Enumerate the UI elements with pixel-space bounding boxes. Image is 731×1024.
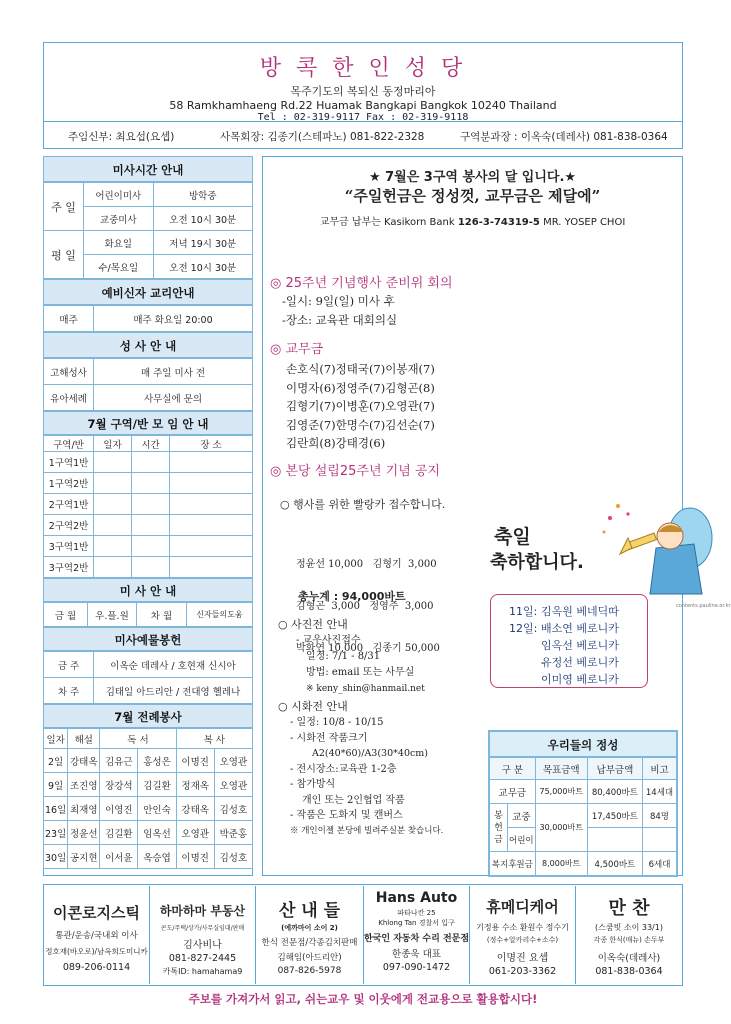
- mass-service-table: [43, 651, 253, 704]
- catechumen-label: 매주: [44, 306, 94, 332]
- donation-total: 총누계 : 94,000바트: [298, 590, 406, 603]
- header-box: [43, 42, 683, 122]
- sacrament-label: 유아세례: [44, 385, 94, 411]
- council-info: 사목회장: 김종기(스테파노) 081-822-2328: [220, 131, 425, 143]
- ad-line: 파타나칸 25: [397, 909, 436, 917]
- meeting-place: -장소: 교육관 대회의실: [282, 313, 398, 327]
- feast-name: 김옥원 베네딕따: [541, 605, 619, 618]
- page-title: 방 콕 한 인 성 당: [259, 56, 467, 81]
- feast-title-2: 축하합니다.: [490, 552, 584, 573]
- mass-time: 저녁 19시 30분: [153, 231, 252, 255]
- service-value: 김태일 아드리안 / 전대영 헬레나: [94, 678, 253, 704]
- ad-name: 산 내 들: [278, 901, 341, 921]
- col-header: 구 분: [490, 758, 536, 780]
- ad-line: 통관/운송/국내외 이사: [55, 931, 138, 941]
- ad-name: 이콘로지스틱: [53, 904, 140, 922]
- ad-line: (스쿰빗 소이 33/1): [595, 923, 663, 932]
- feast-entry-row: [509, 637, 619, 654]
- poem-line: A2(40*60)/A3(30*40cm): [312, 748, 429, 759]
- feast-entry: [509, 603, 619, 688]
- col-header: 복 사: [176, 729, 252, 749]
- offering-build-paid: 17,450바트: [587, 804, 642, 828]
- service-value: 이옥순 데레사 / 호현재 신시아: [94, 652, 253, 678]
- col-header: 독 서: [100, 729, 176, 749]
- district-meetings-title: 7월 구역/반 모 임 안 내: [43, 411, 253, 435]
- bread-note: ○ 행사를 위한 빨랑카 접수합니다.: [280, 498, 446, 511]
- feast-title-1: 축일: [494, 526, 531, 548]
- altar-cell: 오영관: [214, 773, 252, 797]
- altar-cell: 조진영: [68, 773, 100, 797]
- mass-times-table: [43, 182, 253, 279]
- donation-line: 박화연 10,000 김종기 50,000: [296, 643, 440, 654]
- poem-line: ※ 개인이젤 본당에 빌려주실분 찾습니다.: [290, 825, 444, 836]
- ad-line: (정수+알카리수+소수): [486, 936, 559, 944]
- ad-line: Khlong Tan 경찰서 입구: [378, 919, 455, 927]
- altar-cell: 안인숙: [138, 797, 176, 821]
- feast-entry-row: [509, 603, 619, 620]
- col-header: 일자: [94, 436, 132, 452]
- altar-cell: 공지현: [68, 845, 100, 869]
- district-row-label: 2구역2반: [44, 515, 94, 536]
- altar-cell: 정재옥: [176, 773, 214, 797]
- district-row-label: 3구역2반: [44, 557, 94, 578]
- district-row-label: 1구역1반: [44, 452, 94, 473]
- offering-build-sub: 어린이: [508, 828, 536, 852]
- offering-build-note: 84명: [643, 804, 677, 828]
- altar-cell: 16일: [44, 797, 68, 821]
- account-holder: MR. YOSEP CHOI: [543, 217, 626, 228]
- mass-time: 방학중: [153, 183, 252, 207]
- altar-cell: 박준홍: [214, 821, 252, 845]
- sunday-label: 주 일: [44, 183, 84, 231]
- altar-cell: 정윤선: [68, 821, 100, 845]
- altar-cell: 임옥선: [138, 821, 176, 845]
- weekday-label: 평 일: [44, 231, 84, 279]
- dues-line: 김란희(8)강태경(6): [286, 436, 386, 450]
- col-header: 일자: [44, 729, 68, 749]
- payment-info: [262, 213, 683, 228]
- mass-info-right-value: 신자들의도움: [186, 603, 252, 627]
- district-info: 구역분과장 : 이옥숙(데레사) 081-838-0364: [460, 131, 668, 143]
- ad-name: 하마하마 부동산: [159, 904, 246, 918]
- mass-name: 화요일: [84, 231, 154, 255]
- anniversary-title: ◎ 본당 설립25주년 기념 공지: [270, 464, 440, 479]
- photo-line: 방법: email 또는 사무실: [306, 667, 415, 678]
- ad-line: 한식 전문점/각종김치판매: [261, 938, 358, 948]
- col-header: 비고: [643, 758, 677, 780]
- angel-illustration: [598, 498, 718, 602]
- staff-bar: [43, 121, 683, 149]
- image-credit: contents.pauline.or.kr: [676, 603, 731, 609]
- ad-line: 김해임(아드리안): [277, 953, 342, 963]
- address: 58 Ramkhamhaeng Rd.22 Huamak Bangkapi Bangkok 10240 Thailand: [169, 99, 557, 112]
- col-header: 납부금액: [587, 758, 642, 780]
- feast-name: 이미영 베로니카: [541, 673, 619, 686]
- poem-line: - 일정: 10/8 - 10/15: [290, 717, 384, 728]
- dues-line: 손호식(7)정태국(7)이봉재(7): [286, 362, 435, 376]
- catechumen-value: 매주 화요일 20:00: [94, 306, 253, 332]
- ad-line: 081-838-0364: [595, 966, 663, 977]
- ad-line: 061-203-3362: [488, 966, 557, 977]
- altar-cell: 2일: [44, 749, 68, 773]
- feast-entry-row: [509, 620, 619, 637]
- offering-cell: 4,500바트: [587, 852, 642, 876]
- col-header: 해설: [68, 729, 100, 749]
- mass-time: 오전 10시 30분: [153, 207, 252, 231]
- poem-line: - 작품은 도화지 및 캔버스: [290, 810, 403, 821]
- altar-service-table: [43, 728, 253, 869]
- dues-line: 김형기(7)이병훈(7)오영관(7): [286, 399, 435, 413]
- altar-cell: 9일: [44, 773, 68, 797]
- altar-cell: 30일: [44, 845, 68, 869]
- ad-line: 한국인 자동차 수리 전문점: [364, 934, 470, 944]
- altar-cell: 이명진: [176, 749, 214, 773]
- feast-name: 배소연 베로니카: [541, 622, 619, 635]
- mass-service-title: 미사예물봉헌: [43, 627, 253, 651]
- altar-service-title: 7월 전례봉사: [43, 704, 253, 728]
- ad-humedicare: [470, 886, 576, 984]
- district-row-label: 3구역1반: [44, 536, 94, 557]
- offerings-table: [489, 757, 677, 876]
- poem-line: - 시화전 작품크기: [290, 732, 368, 744]
- payment-prefix: 교무금 납부는 Kasikorn Bank: [319, 217, 455, 228]
- ad-manchan: [576, 886, 682, 984]
- offering-cell: 복지후원금: [490, 852, 536, 876]
- ad-line: 각종 한식(매뉴) 손두부: [593, 936, 665, 944]
- offerings-section: [488, 730, 678, 877]
- mass-name: 어린이미사: [84, 183, 154, 207]
- donation-line: 정윤선 10,000 김형기 3,000: [296, 559, 437, 570]
- account-number: 126-3-74319-5: [457, 217, 540, 228]
- ad-line: 정호재(바오로)/남옥희도미니카: [45, 947, 148, 956]
- offering-build-sub: 교중: [508, 804, 536, 828]
- ad-name: 만 찬: [608, 898, 650, 919]
- dues-title: ◎ 교무금: [270, 342, 324, 357]
- month-notice: ★ 7월은 3구역 봉사의 달 입니다.★: [368, 170, 577, 185]
- dues-line: 김영준(7)한명수(7)김선순(7): [286, 417, 435, 432]
- mass-info-left-value: 우.플.원: [88, 603, 137, 627]
- donation-line: 김형곤 3,000 정영주 3,000: [296, 601, 434, 612]
- offerings-title: 우리들의 정성: [489, 731, 677, 757]
- meeting-date: -일시: 9일(일) 미사 후: [282, 294, 395, 308]
- district-row-label: 2구역1반: [44, 494, 94, 515]
- feast-name: 임옥선 베로니카: [541, 639, 619, 652]
- col-header: 장 소: [170, 436, 253, 452]
- feast-day: 12일:: [509, 622, 538, 635]
- mass-name: 교중미사: [84, 207, 154, 231]
- feast-entry-row: [509, 671, 619, 688]
- altar-cell: 오영관: [214, 749, 252, 773]
- dues-line: 이명자(6)정영주(7)김형곤(8): [286, 380, 435, 395]
- sacrament-value: 사무실에 문의: [94, 385, 253, 411]
- altar-cell: 김성호: [214, 797, 252, 821]
- pastor-info: 주임신부: 최요섭(요셉): [68, 131, 175, 143]
- ad-line: (에까마이 소이 2): [281, 924, 338, 932]
- mass-info-right-label: 차 월: [136, 603, 186, 627]
- ad-line: 콘도/주택/상가/사무실임대/판매: [160, 925, 245, 932]
- ad-name: Hans Auto: [375, 890, 458, 906]
- altar-cell: 김길환: [138, 773, 176, 797]
- ad-logistics: [44, 886, 150, 984]
- sacrament-value: 매 주일 미사 전: [94, 359, 253, 385]
- offering-cell: 교무금: [490, 780, 536, 804]
- photo-exhibit-title: ○ 사진전 안내: [278, 618, 348, 631]
- photo-line: ※ keny_shin@hanmail.net: [306, 684, 425, 694]
- slogan: “주일헌금은 정성껏, 교무금은 제달에”: [344, 187, 601, 205]
- poem-line: - 전시장소:교육관 1-2층: [290, 763, 397, 775]
- mass-info-left-label: 금 월: [44, 603, 88, 627]
- ad-line: 087-826-5978: [277, 966, 342, 976]
- col-header: 목표금액: [535, 758, 587, 780]
- altar-cell: 홍성은: [138, 749, 176, 773]
- altar-cell: 최재영: [68, 797, 100, 821]
- mass-time: 오전 10시 30분: [153, 255, 252, 279]
- altar-cell: 장강석: [100, 773, 138, 797]
- altar-cell: 옥승엽: [138, 845, 176, 869]
- photo-line: - 교우사진접수: [296, 635, 361, 646]
- offering-cell: 8,000바트: [535, 852, 587, 876]
- col-header: 시간: [132, 436, 170, 452]
- catechumen-table: [43, 305, 253, 332]
- photo-line: 일정: 7/1 - 8/31: [306, 651, 381, 662]
- service-label: 금 주: [44, 652, 94, 678]
- altar-cell: 이명진: [176, 845, 214, 869]
- catechumen-title: 예비신자 교리안내: [43, 279, 253, 305]
- ad-line: 한종욱 대표: [392, 949, 441, 960]
- offering-build-label: 봉헌금: [490, 804, 508, 852]
- mass-times-title: 미사시간 안내: [43, 156, 253, 182]
- ad-realestate: [150, 886, 256, 984]
- offering-build-target: 30,000바트: [535, 804, 587, 852]
- sacraments-table: [43, 358, 253, 411]
- dues-list: [286, 360, 435, 453]
- offering-cell: 80,400바트: [587, 780, 642, 804]
- altar-cell: 김길환: [100, 821, 138, 845]
- feast-name: 유정선 베로니카: [541, 656, 619, 669]
- ad-line: 김사비나: [183, 940, 222, 951]
- meeting-title: ◎ 25주년 기념행사 준비위 회의: [270, 276, 453, 291]
- ad-line: 카톡ID: hamahama9: [162, 967, 243, 976]
- feast-list-box: [490, 594, 648, 688]
- altar-cell: 23일: [44, 821, 68, 845]
- sacraments-title: 성 사 안 내: [43, 332, 253, 358]
- altar-cell: 오영관: [176, 821, 214, 845]
- altar-cell: 김유근: [100, 749, 138, 773]
- ad-restaurant-sanneadeul: [256, 886, 364, 984]
- altar-cell: 김성호: [214, 845, 252, 869]
- altar-cell: 강태옥: [176, 797, 214, 821]
- ad-line: 097-090-1472: [382, 962, 451, 973]
- altar-cell: 이영진: [100, 797, 138, 821]
- ad-line: 기정용 수소 환원수 정수기: [476, 923, 569, 932]
- mass-times-section: [43, 156, 253, 869]
- sacrament-label: 고해성사: [44, 359, 94, 385]
- phone-fax: Tel : 02-319-9117 Fax : 02-319-9118: [257, 112, 469, 123]
- footer-message: 주보를 가져가서 읽고, 쉬는교우 및 이웃에게 전교용으로 활용합시다!: [188, 992, 538, 1006]
- patron-subtitle: 목주기도의 복되신 동정마리아: [290, 85, 436, 98]
- offering-cell: 14세대: [643, 780, 677, 804]
- photo-exhibit-details: [296, 633, 425, 697]
- ad-line: 이명진 요셉: [496, 953, 549, 964]
- feast-day: 11일:: [509, 605, 538, 618]
- mass-name: 수/목요일: [84, 255, 154, 279]
- poem-line: - 참가방식: [290, 779, 336, 790]
- service-label: 차 주: [44, 678, 94, 704]
- altar-cell: 강태옥: [68, 749, 100, 773]
- ad-line: 081-827-2445: [168, 953, 237, 964]
- poem-exhibit-title: ○ 시화전 안내: [278, 700, 348, 713]
- ad-name: 휴메디케어: [486, 898, 559, 916]
- ad-line: 089-206-0114: [62, 962, 131, 973]
- poem-line: 개인 또는 2인협업 작품: [302, 794, 405, 806]
- feast-entry-row: [509, 654, 619, 671]
- ad-line: 이옥숙(데레사): [597, 953, 661, 964]
- district-meetings-table: [43, 435, 253, 578]
- ad-hans-auto: [364, 886, 470, 984]
- poem-exhibit-details: [290, 715, 443, 839]
- mass-info-table: [43, 602, 253, 627]
- col-header: 구역/반: [44, 436, 94, 452]
- offering-cell: 6세대: [643, 852, 677, 876]
- offering-cell: 75,000바트: [535, 780, 587, 804]
- mass-info-title: 미 사 안 내: [43, 578, 253, 602]
- district-row-label: 1구역2반: [44, 473, 94, 494]
- altar-cell: 이서윤: [100, 845, 138, 869]
